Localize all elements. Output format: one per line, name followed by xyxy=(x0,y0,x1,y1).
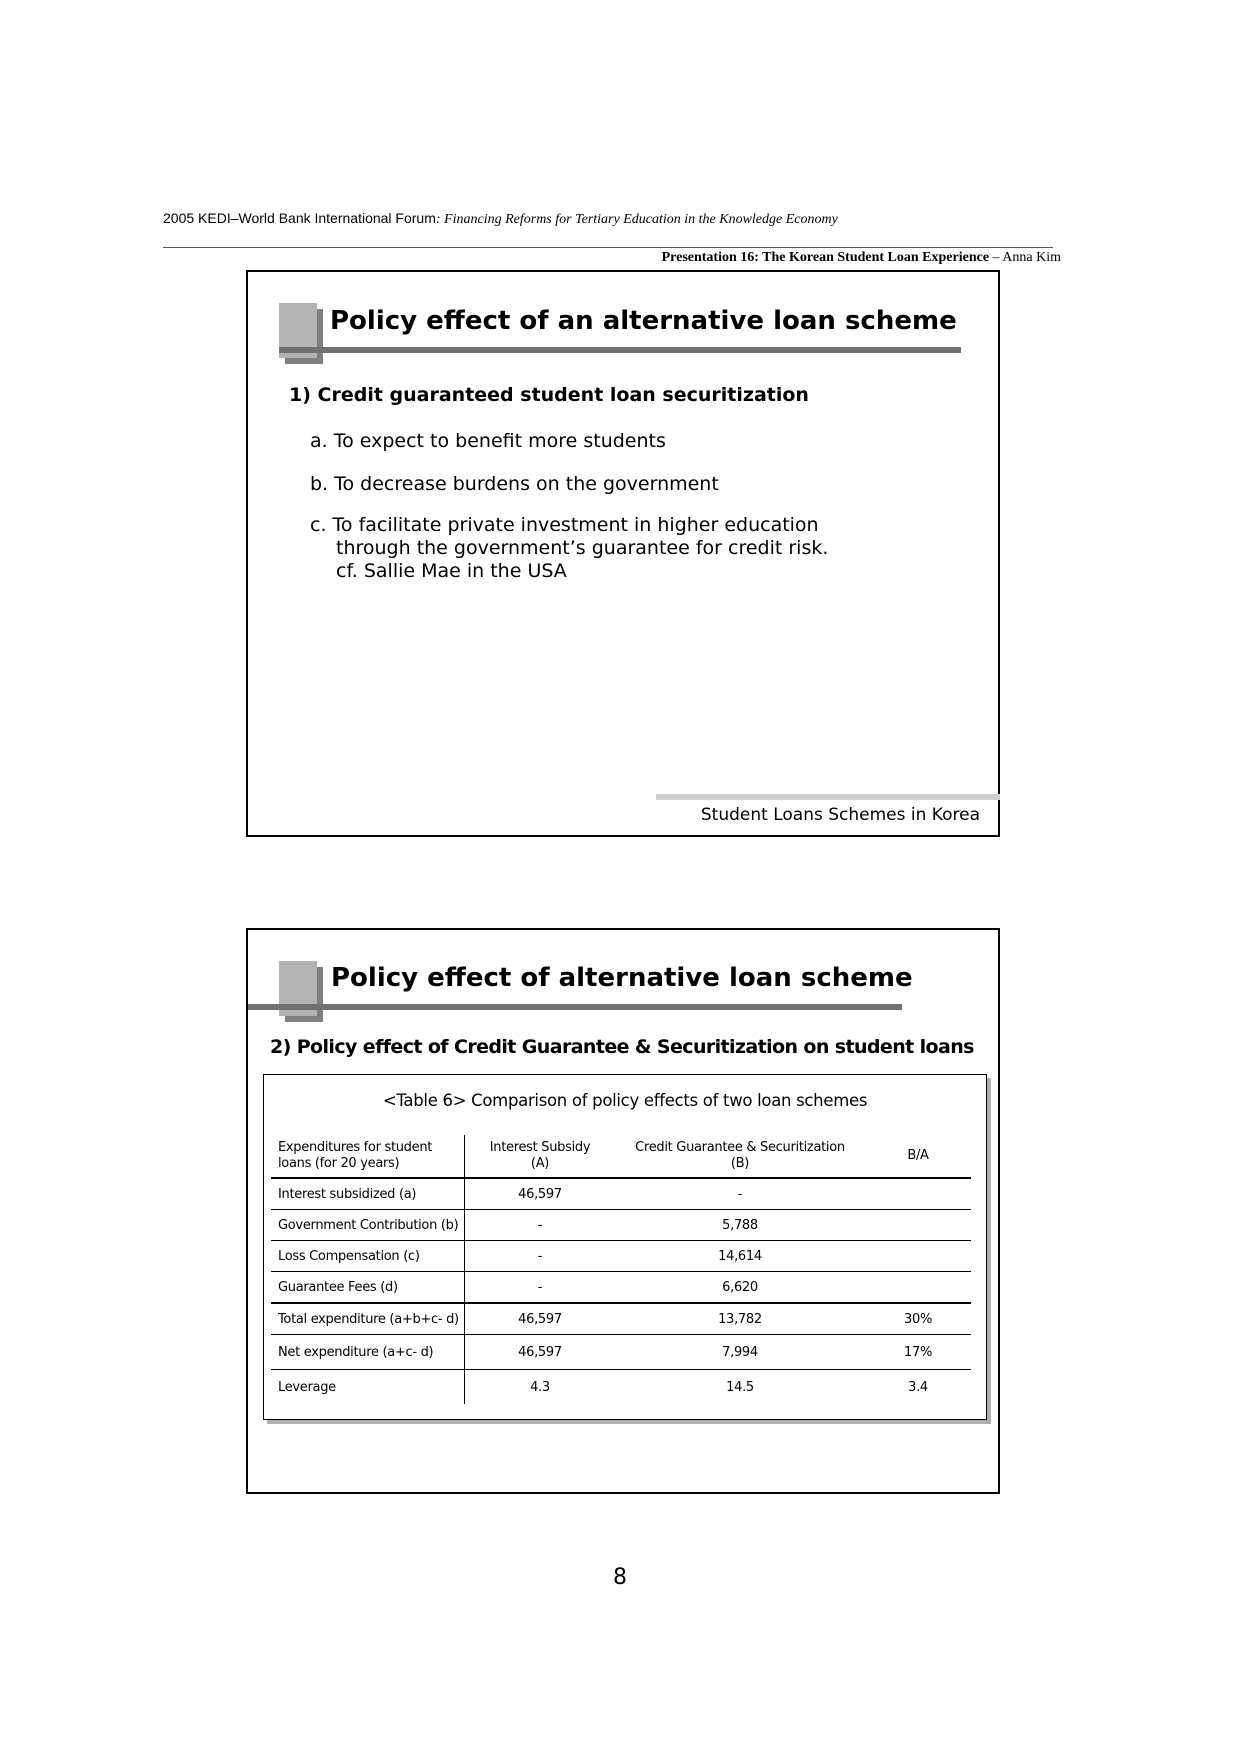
cell-a: 46,597 xyxy=(465,1178,616,1210)
comparison-table xyxy=(271,1135,971,1404)
slide-subtitle: 1) Credit guaranteed student loan securitization xyxy=(289,384,809,406)
table-row xyxy=(271,1272,971,1304)
cell-b: 14.5 xyxy=(726,1379,754,1395)
slide-1 xyxy=(246,270,1000,837)
col-header-interest-subsidy: Interest Subsidy (A) xyxy=(465,1135,616,1178)
row-label: Loss Compensation (c) xyxy=(271,1241,465,1272)
cell-a: - xyxy=(465,1241,616,1272)
table-row xyxy=(271,1335,971,1370)
cell-ratio: 3.4 xyxy=(908,1379,928,1395)
bullet-b: b. To decrease burdens on the government xyxy=(310,473,719,495)
slide-footer: Student Loans Schemes in Korea xyxy=(700,805,980,825)
table-caption: <Table 6> Comparison of policy effects of two loan schemes xyxy=(382,1091,868,1110)
col-header-credit-guarantee: Credit Guarantee & Securitization (B) xyxy=(615,1135,865,1178)
row-label: Net expenditure (a+c- d) xyxy=(271,1335,465,1370)
row-label: Government Contribution (b) xyxy=(271,1210,465,1241)
table-row xyxy=(271,1210,971,1241)
cell-a: 46,597 xyxy=(465,1335,616,1370)
slide-subtitle: 2) Policy effect of Credit Guarantee & Securitization on student loans xyxy=(270,1036,974,1058)
row-label: Guarantee Fees (d) xyxy=(271,1272,465,1304)
cell-b: - xyxy=(615,1178,865,1210)
title-underline xyxy=(248,1004,902,1010)
cell-b: 5,788 xyxy=(615,1210,865,1241)
cell-a: - xyxy=(465,1272,616,1304)
cell-b: 6,620 xyxy=(615,1272,865,1304)
presentation-author: – Anna Kim xyxy=(989,250,1061,265)
page-number: 8 xyxy=(613,1565,627,1590)
cell-a: 4.3 xyxy=(530,1379,550,1395)
cell-b: 7,994 xyxy=(615,1335,865,1370)
slide-title: Policy effect of alternative loan scheme xyxy=(331,963,913,993)
bullet-c-note: cf. Sallie Mae in the USA xyxy=(336,560,567,582)
table-row xyxy=(271,1303,971,1335)
cell-ratio: 17% xyxy=(865,1335,971,1370)
presentation-title: Presentation 16: The Korean Student Loan Experience xyxy=(661,250,990,265)
table-row xyxy=(271,1370,971,1405)
bullet-c-continued: through the government’s guarantee for credit risk. xyxy=(336,537,829,559)
row-label: Total expenditure (a+b+c- d) xyxy=(271,1303,465,1335)
cell-ratio xyxy=(865,1210,971,1241)
cell-b: 14,614 xyxy=(615,1241,865,1272)
comparison-table-box xyxy=(263,1074,987,1420)
col-header-ratio: B/A xyxy=(865,1135,971,1178)
cell-ratio xyxy=(865,1178,971,1210)
forum-subtitle: : Financing Reforms for Tertiary Education in the Knowledge Economy xyxy=(435,212,838,227)
cell-a: - xyxy=(465,1210,616,1241)
table-row xyxy=(271,1241,971,1272)
table-header-row xyxy=(271,1135,971,1178)
row-label: Leverage xyxy=(271,1370,465,1405)
cell-ratio xyxy=(865,1272,971,1304)
table-row xyxy=(271,1178,971,1210)
cell-ratio xyxy=(865,1241,971,1272)
footer-bar xyxy=(656,794,1000,800)
title-underline xyxy=(279,347,961,353)
bullet-c: c. To facilitate private investment in higher education xyxy=(310,514,819,536)
header-rule xyxy=(163,247,1053,248)
forum-name: 2005 KEDI–World Bank International Forum xyxy=(163,210,436,226)
document-header xyxy=(163,210,838,228)
cell-b: 13,782 xyxy=(615,1303,865,1335)
row-label: Interest subsidized (a) xyxy=(271,1178,465,1210)
slide-title: Policy effect of an alternative loan scheme xyxy=(330,306,957,336)
col-header-expenditures: Expenditures for student loans (for 20 years) xyxy=(271,1135,465,1178)
presentation-line xyxy=(662,250,1061,266)
cell-a: 46,597 xyxy=(465,1303,616,1335)
bullet-a: a. To expect to benefit more students xyxy=(310,430,666,452)
cell-ratio: 30% xyxy=(865,1303,971,1335)
